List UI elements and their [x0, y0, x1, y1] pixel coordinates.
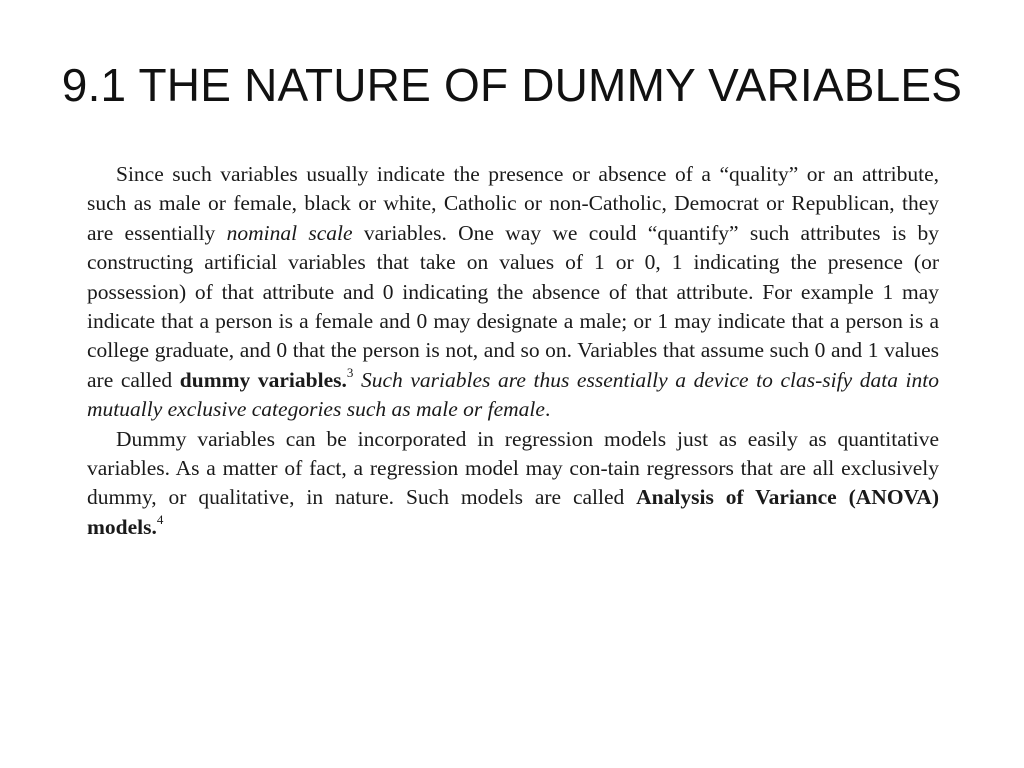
footnote-marker-4: 4: [156, 511, 164, 527]
slide-title: 9.1 THE NATURE OF DUMMY VARIABLES: [61, 59, 963, 111]
term-anova-models: Analysis of Variance (ANOVA) models.: [87, 485, 939, 539]
term-dummy-variables: dummy variables.: [179, 367, 347, 392]
emphasis-definition: Such variables are thus essentially a device to clas-sify data into mutually exclusive categories such as male or female: [87, 367, 939, 422]
paragraph-2-text: Dummy variables can be incorporated in regression models just as easily as quantitative variables. As a matter of fact, a regression model may con-tain regressors that are all exclusively dummy, or qualitative, in nature. Such models are called: [87, 426, 939, 510]
paragraph-1-end: .: [544, 397, 551, 422]
paragraph-2: [87, 425, 939, 543]
emphasis-nominal-scale: nominal scale: [226, 220, 353, 245]
paragraph-1: [87, 160, 939, 425]
paragraph-1-text-b: variables. One way we could “quantify” such attributes is by constructing artificial variables that take on values of 1 or 0, 1 indicating the presence (or possession) of that attribute and 0 indicating the absence of that attribute. For example 1 may indicate that a person is a female and 0 may designate a male; or 1 may indicate that a person is a college graduate, and 0 that the person is not, and so on. Variables that assume such 0 and 1 values are called: [87, 220, 939, 392]
paragraph-1-text-a: Since such variables usually indicate the presence or absence of a “quality” or an attribute, such as male or female, black or white, Catholic or non-Catholic, Democrat or Republican, they are essentially: [87, 162, 939, 245]
footnote-marker-3: 3: [346, 364, 354, 380]
body-text: [87, 160, 939, 542]
